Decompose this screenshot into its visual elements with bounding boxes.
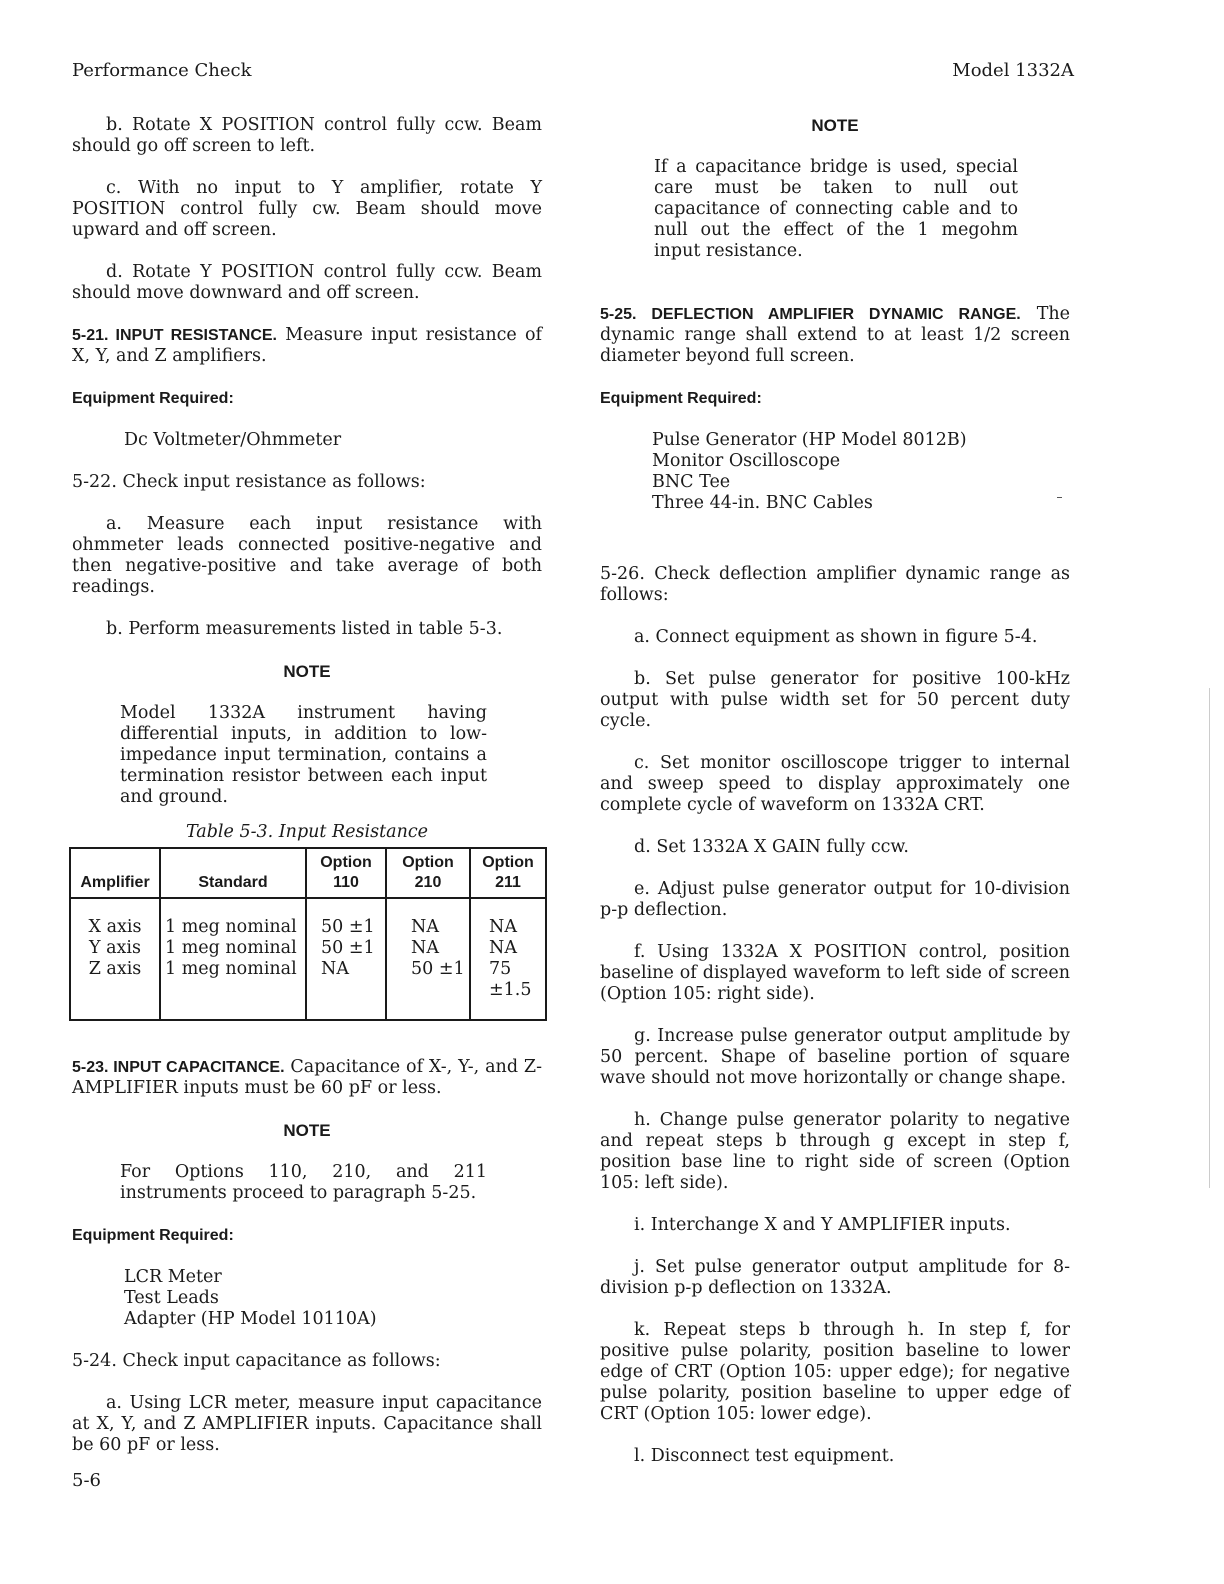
step-f: f. Using 1332A X POSITION control, position baseline of displayed waveform to left side of screen (Option 105: right side). <box>600 942 1070 1004</box>
table-cell: NA <box>489 938 517 958</box>
equipment-item: Three 44-in. BNC Cables <box>652 493 873 513</box>
table-cell: NA <box>386 938 470 959</box>
equipment-required-heading-2: Equipment Required: <box>72 1227 234 1244</box>
step-d: d. Set 1332A X GAIN fully ccw. <box>634 837 909 857</box>
table-header: Option 211 <box>470 848 546 898</box>
section-5-25-title: 5-25. DEFLECTION AMPLIFIER DYNAMIC RANGE. <box>600 306 1021 323</box>
step-b: b. Set pulse generator for positive 100-kHz output with pulse width set for 50 percent duty cycle. <box>600 669 1070 731</box>
note-body-1: Model 1332A instrument having differential inputs, in addition to low-impedance input termination, contains a termination resistor between each input and ground. <box>120 703 487 807</box>
table-cell: NA <box>306 959 386 1020</box>
table-cell: 1 meg nominal <box>160 959 306 1020</box>
table-cell: X axis <box>70 898 160 938</box>
right-column <box>600 115 1070 1467</box>
scan-mark <box>1057 497 1062 498</box>
equipment-item: Monitor Oscilloscope <box>652 451 841 471</box>
table-header: Amplifier <box>70 848 160 898</box>
table-cell: 50 ±1 <box>306 898 386 938</box>
step-e: e. Adjust pulse generator output for 10-division p-p deflection. <box>600 879 1070 920</box>
section-5-23-body: Capacitance of X-, Y-, and Z-AMPLIFIER inputs must be 60 pF or less. <box>72 1057 542 1098</box>
equipment-list-3 <box>652 430 1070 514</box>
table-row <box>70 959 546 1020</box>
table-cell: Z axis <box>70 959 160 1020</box>
table-cell: NA <box>386 898 470 938</box>
step-d: d. Rotate Y POSITION control fully ccw. Beam should move downward and off screen. <box>72 262 542 303</box>
step-5-24-a: a. Using LCR meter, measure input capacitance at X, Y, and Z AMPLIFIER inputs. Capacitance shall be 60 pF or less. <box>72 1393 542 1455</box>
step-c: c. With no input to Y amplifier, rotate Y POSITION control fully cw. Beam should move upward and off screen. <box>72 178 542 240</box>
note-body-2: For Options 110, 210, and 211 instruments proceed to paragraph 5-25. <box>120 1162 487 1203</box>
section-5-21-title: 5-21. INPUT RESISTANCE. <box>72 327 277 344</box>
equipment-list-2 <box>124 1267 542 1330</box>
table-caption: Table 5-3. Input Resistance <box>185 822 428 842</box>
section-5-21 <box>72 325 542 367</box>
table-row <box>70 938 546 959</box>
note-title-2: NOTE <box>283 1121 331 1140</box>
paragraph-5-22: 5-22. Check input resistance as follows: <box>72 472 426 492</box>
equipment-required-heading-3: Equipment Required: <box>600 390 762 407</box>
scan-edge-line <box>1209 688 1210 1188</box>
step-j: j. Set pulse generator output amplitude for 8-division p-p deflection on 1332A. <box>600 1257 1070 1298</box>
step-h: h. Change pulse generator polarity to negative and repeat steps b through g except in step f, position base line to right side of screen (Option 105: left side). <box>600 1110 1070 1193</box>
equipment-required-heading-1: Equipment Required: <box>72 390 234 407</box>
paragraph-5-26: 5-26. Check deflection amplifier dynamic range as follows: <box>600 564 1070 605</box>
note-title-1: NOTE <box>283 662 331 681</box>
section-5-25 <box>600 304 1070 367</box>
page-number: 5-6 <box>72 1470 101 1491</box>
table-cell: 1 meg nominal <box>160 938 306 959</box>
step-i: i. Interchange X and Y AMPLIFIER inputs. <box>634 1215 1011 1235</box>
section-5-23 <box>72 1057 542 1099</box>
table-cell: NA <box>489 917 517 937</box>
table-header: Option 110 <box>306 848 386 898</box>
equipment-item: BNC Tee <box>652 472 731 492</box>
section-5-21-body: Measure input resistance of X, Y, and Z amplifiers. <box>72 325 542 366</box>
page-header-right: Model 1332A <box>952 60 1074 81</box>
table-cell: 75 ±1.5 <box>489 959 532 1000</box>
step-a: a. Connect equipment as shown in figure 5-4. <box>634 627 1038 647</box>
table-cell: 50 ±1 <box>306 938 386 959</box>
input-resistance-table <box>69 847 547 1021</box>
equipment-item: Test Leads <box>124 1288 219 1308</box>
section-5-25-body: The dynamic range shall extend to at least 1/2 screen diameter beyond full screen. <box>600 304 1070 366</box>
step-l: l. Disconnect test equipment. <box>634 1446 895 1466</box>
note-title-3: NOTE <box>811 116 859 135</box>
equipment-list-1 <box>124 430 542 451</box>
step-g: g. Increase pulse generator output amplitude by 50 percent. Shape of baseline portion of square wave should not move horizontally or change shape. <box>600 1026 1070 1088</box>
step-k: k. Repeat steps b through h. In step f, for positive pulse polarity, position baseline to lower edge of CRT (Option 105: upper edge); for negative pulse polarity, position baseline to upper edge of CRT (Option 105: lower edge). <box>600 1320 1070 1424</box>
left-column <box>72 115 542 1456</box>
equipment-item: Dc Voltmeter/Ohmmeter <box>124 430 342 450</box>
table-header: Standard <box>160 848 306 898</box>
table-cell: Y axis <box>70 938 160 959</box>
page-header-left: Performance Check <box>72 60 252 81</box>
step-5-22-b: b. Perform measurements listed in table 5-3. <box>106 619 503 639</box>
equipment-item: Pulse Generator (HP Model 8012B) <box>652 430 967 450</box>
note-body-3: If a capacitance bridge is used, special care must be taken to null out capacitance of connecting cable and to null out the effect of the 1 megohm input resistance. <box>654 157 1018 261</box>
step-5-22-a: a. Measure each input resistance with ohmmeter leads connected positive-negative and then negative-positive and take average of both readings. <box>72 514 542 597</box>
table-cell: 1 meg nominal <box>160 898 306 938</box>
equipment-item: LCR Meter <box>124 1267 222 1287</box>
table-row <box>70 898 546 938</box>
step-b: b. Rotate X POSITION control fully ccw. Beam should go off screen to left. <box>72 115 542 156</box>
equipment-item: Adapter (HP Model 10110A) <box>124 1309 377 1329</box>
paragraph-5-24: 5-24. Check input capacitance as follows: <box>72 1351 441 1371</box>
table-header: Option 210 <box>386 848 470 898</box>
step-c: c. Set monitor oscilloscope trigger to internal and sweep speed to display approximately one complete cycle of waveform on 1332A CRT. <box>600 753 1070 815</box>
table-cell: 50 ±1 <box>386 959 470 1020</box>
section-5-23-title: 5-23. INPUT CAPACITANCE. <box>72 1059 285 1076</box>
